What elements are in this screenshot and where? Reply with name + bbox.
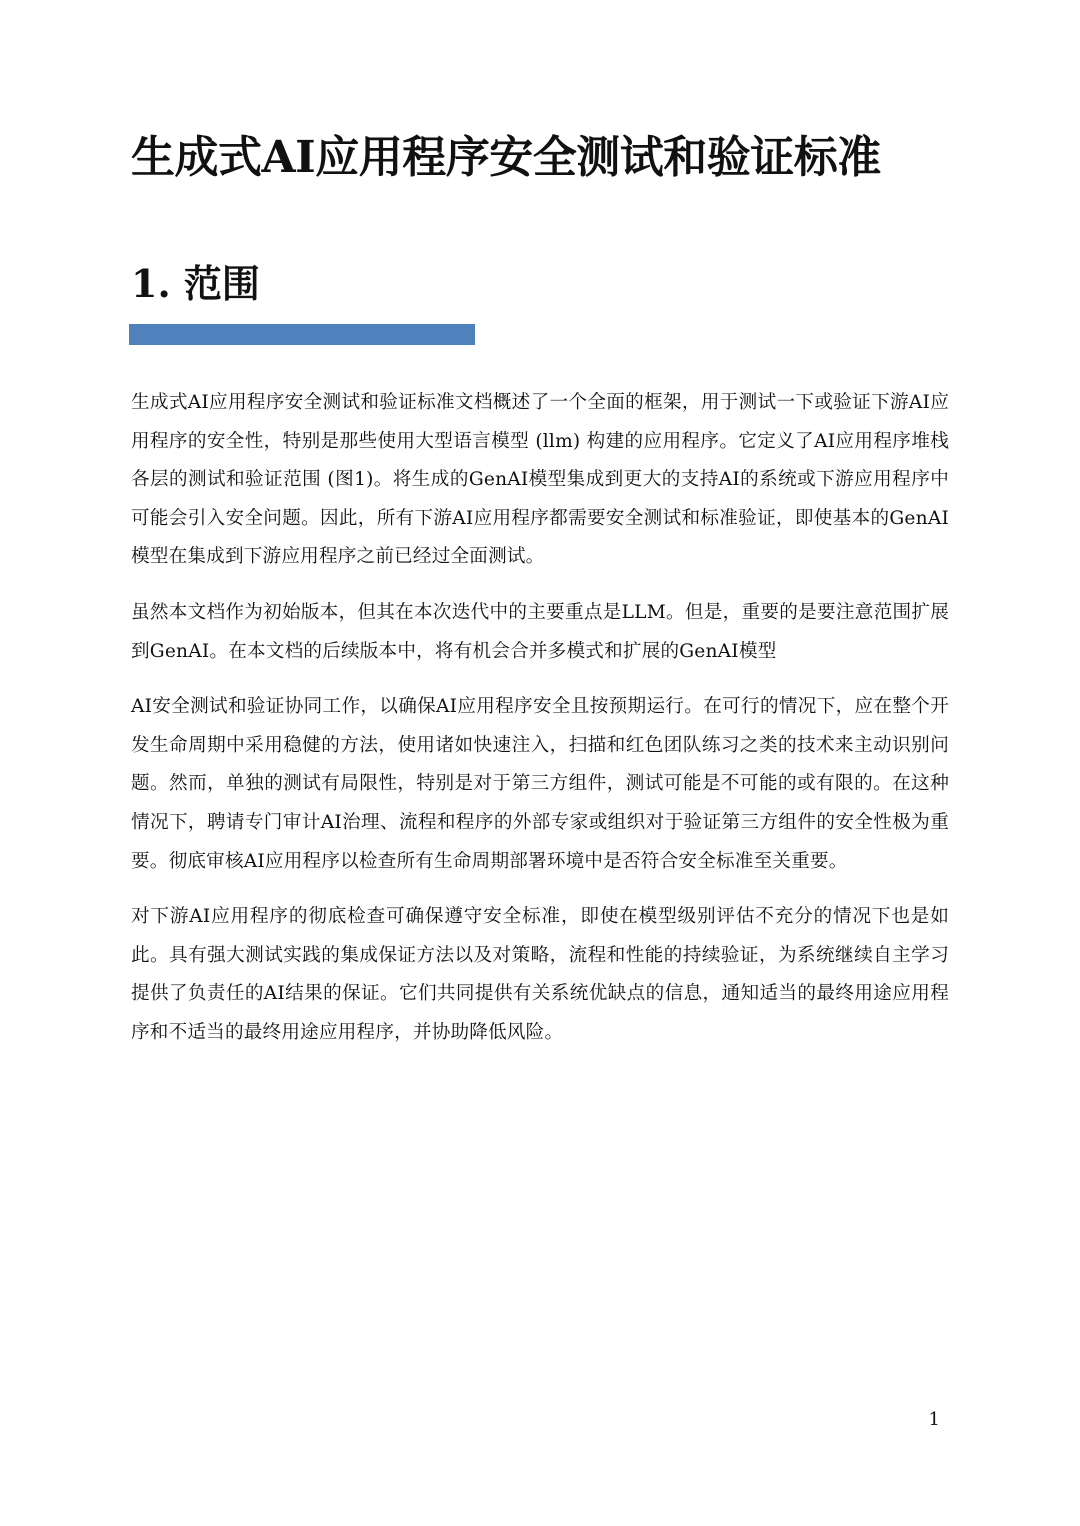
paragraph-4: 对下游AI应用程序的彻底检查可确保遵守安全标准，即使在模型级别评估不充分的情况下也是如此。具有强大测试实践的集成保证方法以及对策略，流程和性能的持续验证，为系统继续自主学习提供了负责任的AI结果的保证。它们共同提供有关系统优缺点的信息，通知适当的最终用途应用程序和不适当的最终用途应用程序，并协助降低风险。 (131, 906, 949, 1043)
page-number: 1 (928, 1409, 940, 1430)
body-text (131, 384, 949, 1070)
document-title: 生成式AI应用程序安全测试和验证标准 (131, 132, 881, 183)
section-heading: 1. 范围 (131, 261, 260, 306)
section-accent-bar (129, 324, 475, 345)
paragraph-3: AI安全测试和验证协同工作，以确保AI应用程序安全且按预期运行。在可行的情况下，应在整个开发生命周期中采用稳健的方法，使用诸如快速注入，扫描和红色团队练习之类的技术来主动识别问题。然而，单独的测试有局限性，特别是对于第三方组件，测试可能是不可能的或有限的。在这种情况下，聘请专门审计AI治理、流程和程序的外部专家或组织对于验证第三方组件的安全性极为重要。彻底审核AI应用程序以检查所有生命周期部署环境中是否符合安全标准至关重要。 (131, 696, 949, 872)
paragraph-2: 虽然本文档作为初始版本，但其在本次迭代中的主要重点是LLM。但是，重要的是要注意范围扩展到GenAI。在本文档的后续版本中，将有机会合并多模式和扩展的GenAI模型 (131, 601, 949, 662)
paragraph-1: 生成式AI应用程序安全测试和验证标准文档概述了一个全面的框架，用于测试一下或验证下游AI应用程序的安全性，特别是那些使用大型语言模型 (llm) 构建的应用程序。它定义了AI应用程序堆栈各层的测试和验证范围 (图1)。将生成的GenAI模型集成到更大的支持AI的系统或下游应用程序中可能会引入安全问题。因此，所有下游AI应用程序都需要安全测试和标准验证，即使基本的GenAI模型在集成到下游应用程序之前已经过全面测试。 (131, 392, 949, 568)
